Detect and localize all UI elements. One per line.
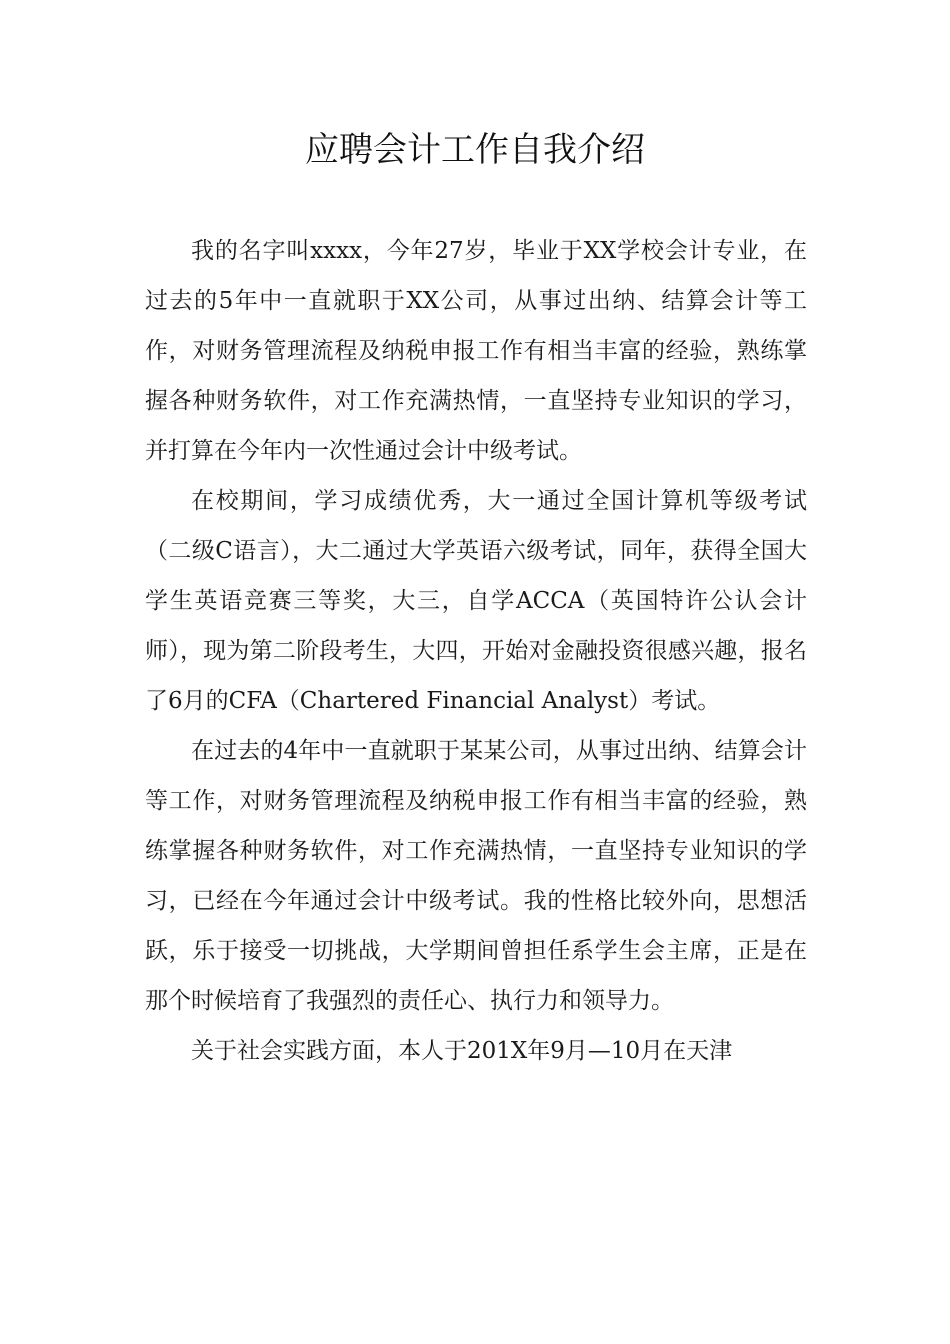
paragraph-school-period: 在校期间，学习成绩优秀，大一通过全国计算机等级考试（二级C语言），大二通过大学英语六级考试，同年，获得全国大学生英语竞赛三等奖，大三，自学ACCA（英国特许公认会计师），现为第二阶段考生，大四，开始对金融投资很感兴趣，报名了6月的CFA（Chartered Financial Analyst）考试。 <box>145 488 807 714</box>
paragraph-introduction: 我的名字叫xxxx，今年27岁，毕业于XX学校会计专业，在过去的5年中一直就职于XX公司，从事过出纳、结算会计等工作，对财务管理流程及纳税申报工作有相当丰富的经验，熟练掌握各种财务软件，对工作充满热情，一直坚持专业知识的学习，并打算在今年内一次性通过会计中级考试。 <box>145 238 807 464</box>
document-body <box>145 226 807 1076</box>
document-title: 应聘会计工作自我介绍 <box>305 130 645 170</box>
paragraph-work-experience: 在过去的4年中一直就职于某某公司，从事过出纳、结算会计等工作，对财务管理流程及纳税申报工作有相当丰富的经验，熟练掌握各种财务软件，对工作充满热情，一直坚持专业知识的学习，已经在今年通过会计中级考试。我的性格比较外向，思想活跃，乐于接受一切挑战，大学期间曾担任系学生会主席，正是在那个时候培育了我强烈的责任心、执行力和领导力。 <box>145 738 807 1014</box>
paragraph-social-practice: 关于社会实践方面，本人于201X年9月—10月在天津 <box>191 1038 733 1064</box>
